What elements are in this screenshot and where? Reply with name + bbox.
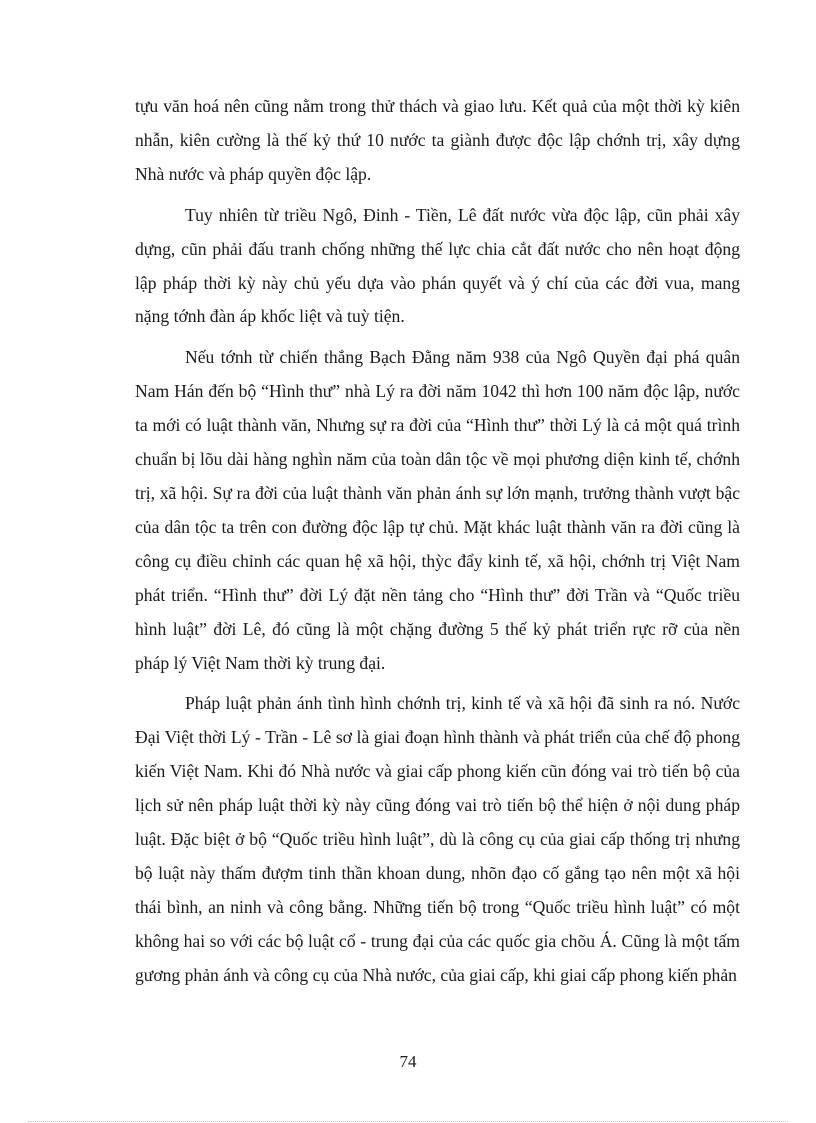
body-text: [135, 90, 740, 1000]
paragraph-4: Pháp luật phản ánh tình hình chớnh trị, kinh tế và xã hội đã sinh ra nó. Nước Đại Việt thời Lý - Trần - Lê sơ là giai đoạn hình thành và phát triển của chế độ phong kiến Việt Nam. Khi đó Nhà nước và giai cấp phong kiến cũn đóng vai trò tiến bộ của lịch sử nên pháp luật thời kỳ này cũng đóng vai trò tiến bộ thể hiện ở nội dung pháp luật. Đặc biệt ở bộ “Quốc triều hình luật”, dù là công cụ của giai cấp thống trị nhưng bộ luật này thấm đượm tinh thần khoan dung, nhõn đạo cố gắng tạo nên một xã hội thái bình, an ninh và công bằng. Những tiến bộ trong “Quốc triều hình luật” có một không hai so với các bộ luật cổ - trung đại của các quốc gia chõu Á. Cũng là một tấm gương phản ánh và công cụ của Nhà nước, của giai cấp, khi giai cấp phong kiến phản: [135, 693, 740, 985]
paragraph-1: tựu văn hoá nên cũng nằm trong thử thách và giao lưu. Kết quả của một thời kỳ kiên nhẫn, kiên cường là thế kỷ thứ 10 nước ta giành được độc lập chớnh trị, xây dựng Nhà nước và pháp quyền độc lập.: [135, 96, 740, 184]
paragraph-3: Nếu tớnh từ chiến thắng Bạch Đằng năm 938 của Ngô Quyền đại phá quân Nam Hán đến bộ “Hình thư” nhà Lý ra đời năm 1042 thì hơn 100 năm độc lập, nước ta mới có luật thành văn, Nhưng sự ra đời của “Hình thư” thời Lý là cả một quá trình chuẩn bị lõu dài hàng nghìn năm của toàn dân tộc về mọi phương diện kinh tế, chớnh trị, xã hội. Sự ra đời của luật thành văn phản ánh sự lớn mạnh, trưởng thành vượt bậc của dân tộc ta trên con đường độc lập tự chủ. Mặt khác luật thành văn ra đời cũng là công cụ điều chỉnh các quan hệ xã hội, thỳc đẩy kinh tế, xã hội, chớnh trị Việt Nam phát triển. “Hình thư” đời Lý đặt nền tảng cho “Hình thư” đời Trần và “Quốc triều hình luật” đời Lê, đó cũng là một chặng đường 5 thế kỷ phát triển rực rỡ của nền pháp lý Việt Nam thời kỳ trung đại.: [135, 347, 740, 673]
paragraph-2: Tuy nhiên từ triều Ngô, Đinh - Tiền, Lê đất nước vừa độc lập, cũn phải xây dựng, cũn phải đấu tranh chống những thế lực chia cắt đất nước cho nên hoạt động lập pháp thời kỳ này chủ yếu dựa vào phán quyết và ý chí của các đời vua, mang nặng tớnh đàn áp khốc liệt và tuỳ tiện.: [135, 204, 740, 327]
bottom-divider: [28, 1121, 788, 1122]
page-number: 74: [399, 1052, 417, 1071]
